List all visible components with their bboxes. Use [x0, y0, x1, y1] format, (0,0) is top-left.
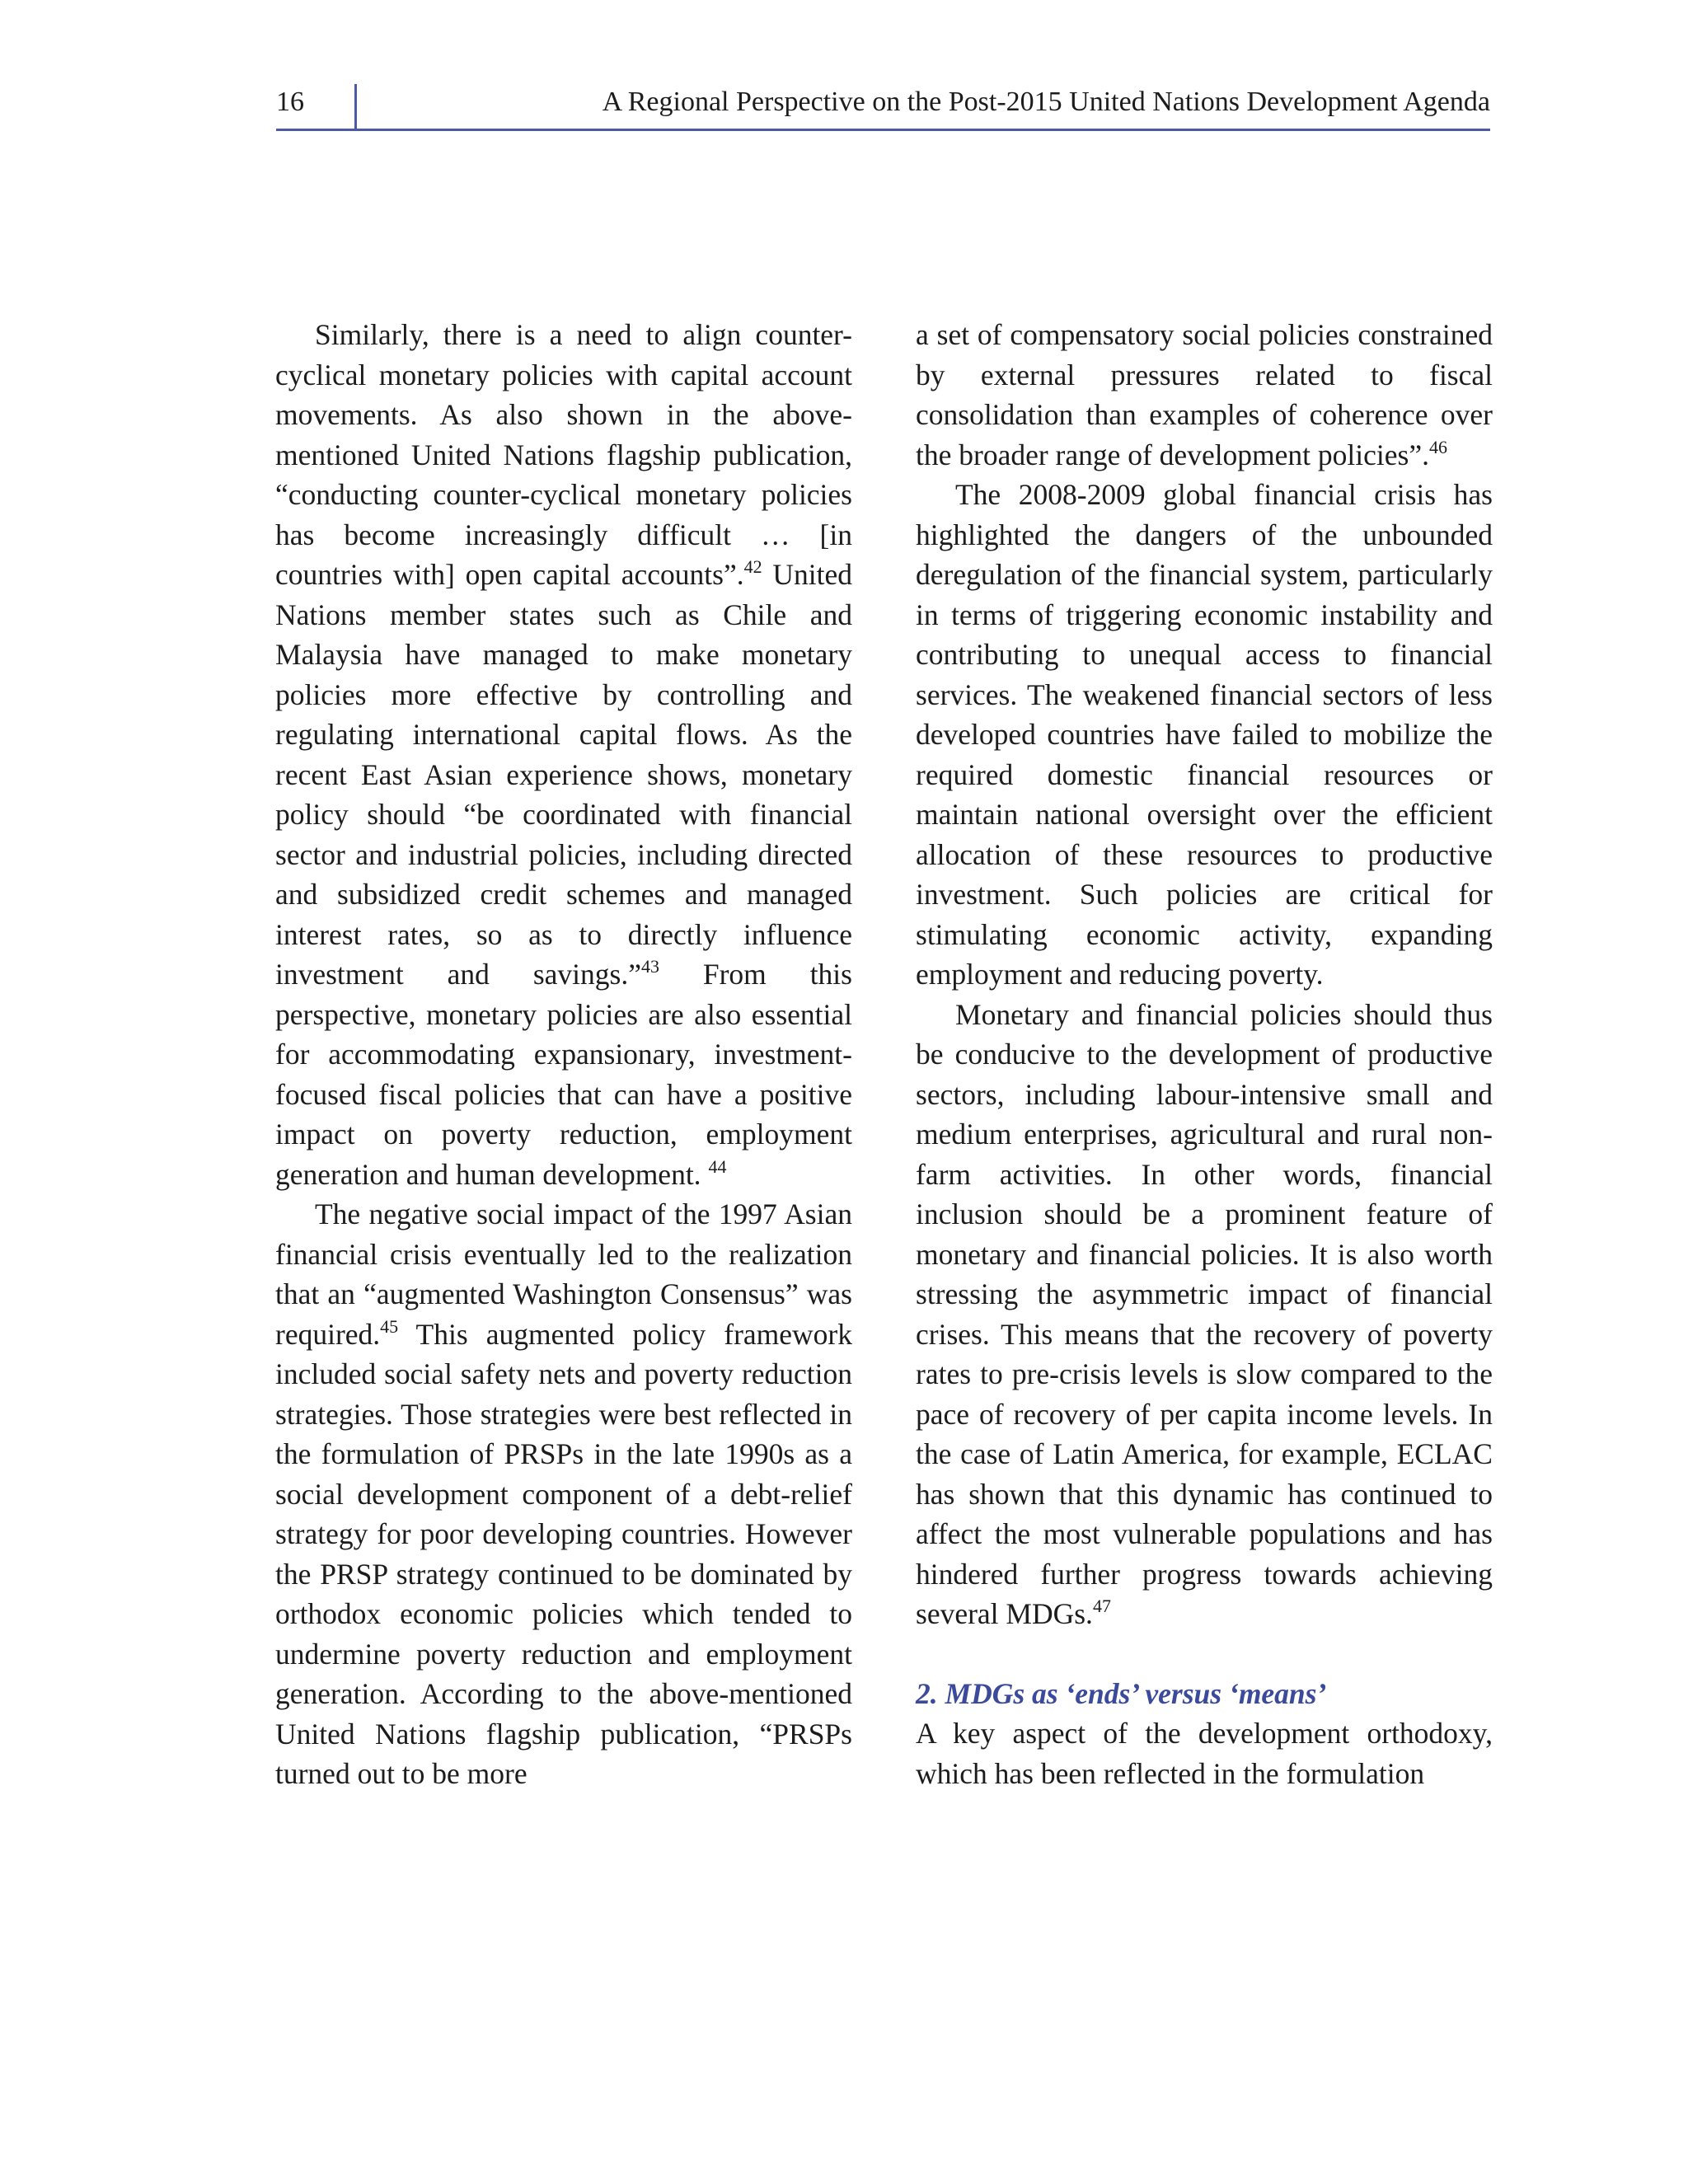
paragraph-text: The negative social impact of the 1997 Asian financial crisis eventually led to the realization that an “augmented Washington Consensus” was required. — [275, 1197, 852, 1351]
paragraph-asian-crisis — [275, 1194, 852, 1794]
section-heading: 2. MDGs as ‘ends’ versus ‘means’ — [916, 1676, 1327, 1710]
paragraph-text: United Nations member states such as Chile and Malaysia have managed to make monetary policies more effective by controlling and regulating international capital flows. As the recent East Asian experience shows, monetary policy should “be coordinated with financial sector and industrial policies, including directed and subsidized credit schemes and managed interest rates, so as to directly influence investment and savings.” — [275, 558, 852, 991]
paragraph-text: This augmented policy framework included social safety nets and poverty reduction strategies. Those strategies were best reflected in the formulation of PRSPs in the late 1990s as a social development component of a debt-relief strategy for poor developing countries. However the PRSP strategy continued to be dominated by orthodox economic policies which tended to undermine poverty reduction and employment generation. According to the above-mentioned United Nations flagship publication, “PRSPs turned out to be more — [275, 1317, 852, 1790]
footnote-marker-47: 47 — [1092, 1596, 1111, 1616]
header-divider — [354, 84, 357, 129]
footnote-marker-46: 46 — [1428, 436, 1447, 457]
paragraph-text: From this perspective, monetary policies are also essential for accommodating expansionary, investment-focused fiscal policies that can have a positive impact on poverty reduction, employment generation and human development. — [275, 958, 852, 1191]
paragraph-financial-inclusion — [916, 995, 1493, 1634]
running-title: A Regional Perspective on the Post-2015 United Nations Development Agenda — [602, 87, 1490, 117]
paragraph-development-orthodoxy: A key aspect of the development orthodoxy, which has been reflected in the formulation — [916, 1717, 1493, 1790]
right-column — [916, 315, 1493, 1793]
paragraph-global-crisis: The 2008-2009 global financial crisis has highlighted the dangers of the unbounded deregulation of the financial system, particularly in terms of triggering economic instability and contributing to unequal access to financial services. The weakened financial sectors of less developed countries have failed to mobilize the required domestic financial resources or maintain national oversight over the efficient allocation of these resources to productive investment. Such policies are critical for stimulating economic activity, expanding employment and reducing poverty. — [916, 478, 1493, 991]
left-column — [275, 315, 852, 1794]
paragraph-text: Monetary and financial policies should thus be conducive to the development of productive sectors, including labour-intensive small and medium enterprises, agricultural and rural non-farm activities. In other words, financial inclusion should be a prominent feature of monetary and financial policies. It is also worth stressing the asymmetric impact of financial crises. This means that the recovery of poverty rates to pre-crisis levels is slow compared to the pace of recovery of per capita income levels. In the case of Latin America, for example, ECLAC has shown that this dynamic has continued to affect the most vulnerable populations and has hindered further progress towards achieving several MDGs. — [916, 997, 1493, 1630]
paragraph-continued — [916, 315, 1493, 475]
paragraph-text: Similarly, there is a need to align counter-cyclical monetary policies with capital account movements. As also shown in the above-mentioned United Nations flagship publication, “conducting counter-cyclical monetary policies has become increasingly difficult … [in countries with] open capital accounts”. — [275, 318, 852, 591]
paragraph-monetary-policies — [275, 315, 852, 1194]
footnote-marker-42: 42 — [743, 556, 762, 577]
paragraph-text: a set of compensatory social policies constrained by external pressures related to fiscal consolidation than examples of coherence over the broader range of development policies”. — [916, 318, 1493, 471]
footnote-marker-45: 45 — [380, 1315, 399, 1337]
footnote-marker-43: 43 — [640, 956, 659, 977]
page-number: 16 — [276, 87, 304, 117]
page-header — [276, 82, 1490, 131]
footnote-marker-44: 44 — [708, 1155, 727, 1177]
